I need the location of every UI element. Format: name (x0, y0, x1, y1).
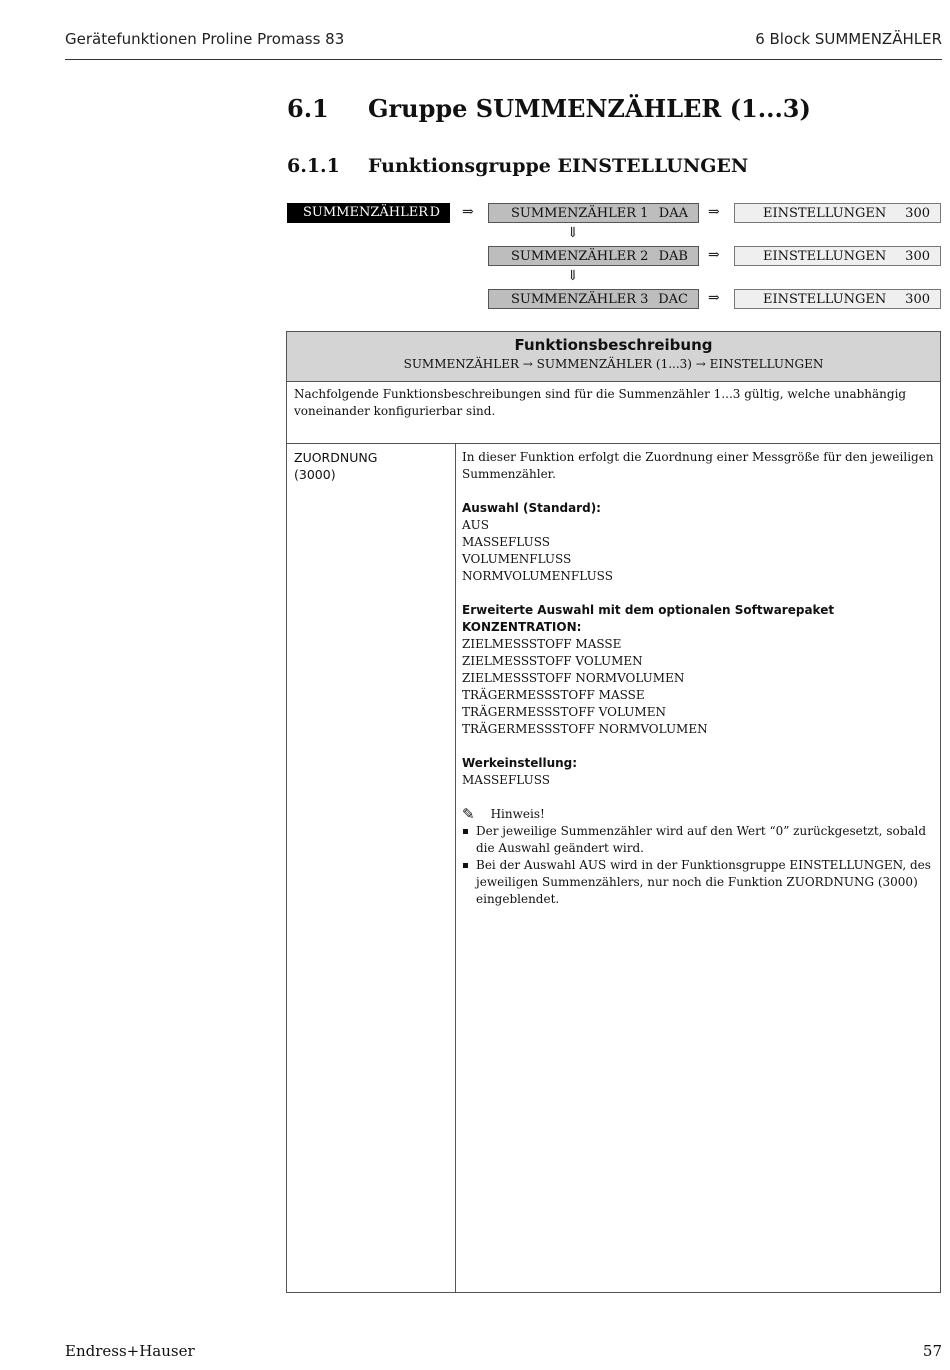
subsection-heading (287, 155, 748, 177)
running-header-left: Gerätefunktionen Proline Promass 83 (65, 30, 345, 48)
nav-group-code: DAA (658, 206, 688, 221)
running-header-right: 6 Block SUMMENZÄHLER (755, 30, 942, 48)
nav-target-box-3 (734, 289, 941, 309)
extended-option: ZIELMESSSTOFF VOLUMEN (462, 654, 643, 668)
right-arrow-icon: ⇒ (708, 290, 720, 306)
pencil-icon: ✎ (462, 805, 475, 823)
down-arrow-icon: ⇓ (567, 225, 579, 241)
note-item: Der jeweilige Summenzähler wird auf den Wert “0” zurückgesetzt, sobald die Auswahl geändert wird. (462, 823, 934, 857)
factory-setting-value: MASSEFLUSS (462, 773, 550, 787)
nav-root-label: SUMMENZÄHLER (303, 205, 429, 220)
note-item: Bei der Auswahl AUS wird in der Funktionsgruppe EINSTELLUNGEN, des jeweiligen Summenzählers, nur noch die Funktion ZUORDNUNG (3000) eingeblendet. (462, 857, 934, 908)
nav-group-label: SUMMENZÄHLER 1 (511, 206, 649, 221)
nav-target-code: 300 (905, 249, 930, 264)
subsection-number: 6.1.1 (287, 155, 340, 177)
nav-target-code: 300 (905, 292, 930, 307)
nav-group-code: DAC (658, 292, 688, 307)
footer-brand: Endress+Hauser (65, 1342, 195, 1360)
nav-group-code: DAB (658, 249, 688, 264)
section-number: 6.1 (287, 94, 329, 123)
extended-option: TRÄGERMESSSTOFF MASSE (462, 688, 645, 702)
subsection-title: Funktionsgruppe EINSTELLUNGEN (368, 155, 749, 177)
nav-root-code: D (429, 205, 440, 220)
nav-target-code: 300 (905, 206, 930, 221)
extended-option: ZIELMESSSTOFF MASSE (462, 637, 622, 651)
function-description-cell (462, 449, 934, 908)
nav-target-label: EINSTELLUNGEN (763, 292, 887, 307)
table-title: Funktionsbeschreibung (514, 336, 713, 354)
note-list (462, 823, 934, 908)
right-arrow-icon: ⇒ (708, 247, 720, 263)
extended-option: TRÄGERMESSSTOFF VOLUMEN (462, 705, 666, 719)
factory-setting-title: Werkeinstellung: (462, 756, 578, 770)
table-path: SUMMENZÄHLER → SUMMENZÄHLER (1...3) → EINSTELLUNGEN (403, 357, 824, 371)
function-code: (3000) (294, 467, 336, 482)
section-heading (287, 94, 811, 123)
extended-selection-title: Erweiterte Auswahl mit dem optionalen Softwarepaket KONZENTRATION: (462, 603, 835, 634)
function-name: ZUORDNUNG (294, 450, 378, 465)
selection-option: NORMVOLUMENFLUSS (462, 569, 613, 583)
nav-target-box-1 (734, 203, 941, 223)
nav-group-box-1 (488, 203, 699, 223)
right-arrow-icon: ⇒ (462, 204, 474, 220)
right-arrow-icon: ⇒ (708, 204, 720, 220)
extended-option: ZIELMESSSTOFF NORMVOLUMEN (462, 671, 685, 685)
row-divider (287, 443, 940, 444)
nav-target-label: EINSTELLUNGEN (763, 206, 887, 221)
section-title: Gruppe SUMMENZÄHLER (1...3) (368, 94, 811, 123)
function-name-cell (294, 449, 377, 483)
header-divider (65, 59, 942, 60)
page-number: 57 (922, 1342, 942, 1360)
selection-option: VOLUMENFLUSS (462, 552, 572, 566)
nav-group-label: SUMMENZÄHLER 2 (511, 249, 649, 264)
column-divider (455, 443, 456, 1293)
selection-option: AUS (462, 518, 489, 532)
nav-root-box (287, 203, 450, 223)
extended-option: TRÄGERMESSSTOFF NORMVOLUMEN (462, 722, 708, 736)
selection-option: MASSEFLUSS (462, 535, 550, 549)
table-intro: Nachfolgende Funktionsbeschreibungen sind für die Summenzähler 1...3 gültig, welche unabhängig voneinander konfigurierbar sind. (294, 387, 907, 418)
function-description: In dieser Funktion erfolgt die Zuordnung einer Messgröße für den jeweiligen Summenzähler. (462, 450, 934, 481)
nav-group-label: SUMMENZÄHLER 3 (511, 292, 649, 307)
nav-group-box-3 (488, 289, 699, 309)
nav-group-box-2 (488, 246, 699, 266)
note-heading (462, 806, 934, 823)
selection-title: Auswahl (Standard): (462, 501, 601, 515)
nav-target-label: EINSTELLUNGEN (763, 249, 887, 264)
note-title: Hinweis! (490, 807, 545, 821)
down-arrow-icon: ⇓ (567, 268, 579, 284)
nav-target-box-2 (734, 246, 941, 266)
